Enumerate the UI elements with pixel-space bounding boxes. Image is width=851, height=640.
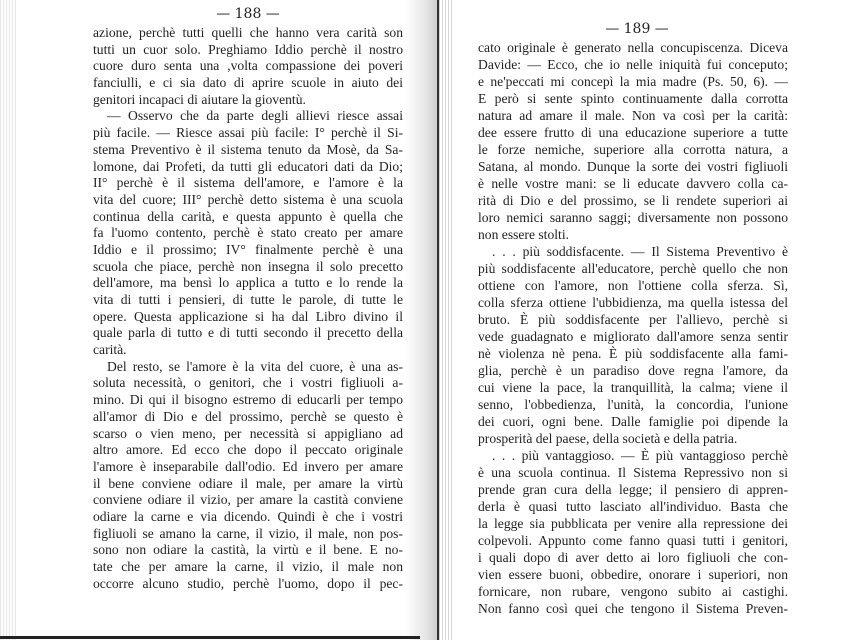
text-line: opere. Questa applicazione si ha dal Libro divino il [93,308,403,324]
text-line: continua della carità, e questa appunto è quella che [93,208,403,224]
text-line: prosperità del paese, della società e della patria. [478,431,738,446]
text-line: all'amor di Dio e del prossimo, perchè se questo è [93,408,403,424]
text-line: Del resto, se l'amore è la vita del cuore, è una as- [107,358,403,374]
text-line: azione, perchè tutti quelli che hanno vera carità son [93,25,403,40]
text-line: altro amore. Ed ecco che dopo il peccato originale [93,442,403,458]
text-line: loro nemici saranno saggi; diversamente non possono [478,210,788,225]
right-page [425,0,851,640]
text-line: vita del cuore; III° perchè detto sistema è una scuola [93,191,403,207]
text-line: vede guadagnato e migliorato dall'amore senza sentir [478,329,788,344]
text-line: tutti un cuor solo. Preghiamo Iddio perchè il nostro [93,41,403,57]
text-line: lomone, dai Profeti, da tutti gli educatori dati da Dio; [93,158,403,174]
text-line: cato originale è generato nella concupiscenza. Diceva [478,40,788,55]
text-line: la legge sia pubblicata per venire alla repressione dei [478,516,788,531]
text-line: ottiene con l'amore, non l'ottiene colla sferza. Sì, [478,278,788,293]
text-line: mino. Di qui il bisogno estremo di educarli per tempo [93,392,403,408]
text-line: carità. [93,342,127,358]
text-line: fanciulli, e ci sia dato di aprire scuole in aiuto dei [93,75,403,91]
text-line: . . . più vantaggioso. — È più vantaggioso perchè [492,448,788,463]
text-line: e ne'peccati mi concepì la mia madre (Ps. 50, 6). — [478,74,788,89]
text-line: più soddisfacente all'educatore, perchè quello che non [478,261,788,276]
text-line: l'amore è inseparabile dall'odio. Ed invero per amare [93,458,403,474]
text-line: II° perchè è il sistema dell'amore, e l'amore è la [93,175,403,191]
text-line: fa l'uomo contento, perchè è stato creato per amare [93,225,403,241]
text-line: dei cuori, ogni bene. Dalle famiglie poi dipende la [478,414,788,429]
text-line: colla sferza ottiene l'ubbidienza, ma quella istessa del [478,295,788,310]
text-line: non essere stolti. [478,227,569,242]
left-page [0,0,425,640]
page-body [478,39,788,617]
text-line: scarso o vien meno, per necessità si appigliano ad [93,425,403,441]
text-line: colpevoli. Appunto come fanno quasi tutti i genitori, [478,533,788,548]
text-line: Davide: — Ecco, che io nelle iniquità fui conceputo; [478,57,788,72]
text-line: il bene conviene odiare il male, per amare la virtù [93,475,403,491]
text-line: glia, perchè è un paradiso dove regna l'amore, da [478,363,788,378]
text-line: dell'amore, ma bensì lo applica a tutto e lo rende la [93,275,403,291]
text-line: è nelle vostre mani: se li educate davvero colla ca- [478,176,788,191]
text-line: E però si sente spinto continuamente dalla corrotta [478,91,788,106]
page-number: — 189 — [605,21,669,37]
text-line: senno, l'obbedienza, l'unità, la concordia, l'unione [478,397,788,412]
text-line: scuola che piace, perchè non insegna il solo precetto [93,258,403,274]
text-line: conviene odiare il vizio, per amare la castità conviene [93,492,403,508]
page-body [93,25,403,592]
text-line: quale parla di tutto e di tutti secondo il precetto della [93,325,403,341]
text-line: cui viene la pace, la tranquillità, la calma; viene il [478,380,788,395]
text-line: stema Preventivo è il sistema tenuto da Mosè, da Sa- [93,141,403,157]
text-line: vien essere buoni, obbedire, onorare i superiori, non [478,567,788,582]
text-line: Non fanno così quei che tengono il Sistema Preven- [478,601,788,616]
text-line: derla è quasi tutto lasciato all'individuo. Basta che [478,499,788,514]
text-line: è una scuola continua. Il Sistema Repressivo non si [478,465,788,480]
text-line: cuore duro senta una ,volta compassione dei poveri [93,58,403,74]
text-line: dee essere frutto di una educazione superiore a tutte [478,125,788,140]
page-number: — 188 — [216,6,280,22]
text-line: tate che per amare la carne, il vizio, il male non [93,559,403,574]
text-line: le forze nemiche, superiore alla corrotta natura, a [478,142,788,157]
text-line: fornicare, non rubare, vengono subito ai castighi. [478,584,788,599]
text-line: i quali dopo di aver detto ai loro figliuoli che con- [478,550,788,565]
text-line: vita di tutti i pensieri, di tutte le parole, di tutte le [93,292,403,307]
text-line: nè violenza nè pena. È più soddisfacente alla fami- [478,346,788,361]
text-line: occorre alcuno studio, perchè l'uomo, dopo il pec- [93,575,403,591]
text-line: figliuoli se amano la carne, il vizio, il male, non pos- [93,525,403,541]
text-line: odiare la carne e via dicendo. Quindi è che i vostri [93,508,403,524]
text-line: — Osservo che da parte degli allievi riesce assai [107,108,403,124]
text-line: sono non odiare la castità, la virtù e il bene. E no- [93,542,403,558]
text-line: Satana, al mondo. Dunque la sorte dei vostri figliuoli [478,159,788,174]
text-line: soluta necessità, o genitori, che i vostri figliuoli a- [93,375,403,391]
text-line: bruto. È più soddisfacente per l'allievo, perchè si [478,312,788,327]
text-line: natura ad amare il male. Non va così per la carità: [478,108,788,123]
text-line: Iddio e il prossimo; IV° finalmente perchè è una [93,241,403,257]
text-line: più facile. — Riesce assai più facile: I° perchè il Si- [93,125,403,141]
text-line: . . . più soddisfacente. — Il Sistema Preventivo è [492,244,788,259]
text-line: genitori incapaci di aiutare la gioventù. [93,91,306,107]
text-line: rità di Dio e del prossimo, se li rendete superiori ai [478,193,788,208]
text-line: prende gran cura della legge; il pensiero di appren- [478,482,788,497]
